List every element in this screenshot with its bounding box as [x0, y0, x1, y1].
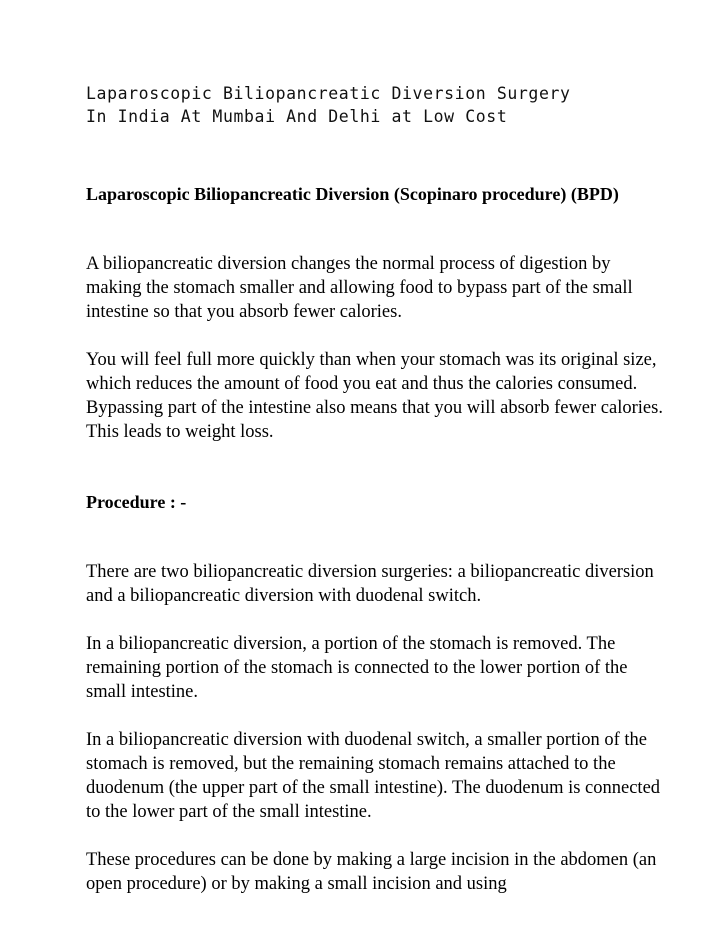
procedure-heading: Procedure : -: [86, 492, 187, 512]
benefit-paragraph: You will feel full more quickly than when your stomach was its original size, which reduces the amount of food you eat and thus the calories consumed. Bypassing part of the intestine also means that you will absorb fewer calories. This leads to weight loss.: [86, 350, 663, 442]
main-heading: Laparoscopic Biliopancreatic Diversion (Scopinaro procedure) (BPD): [86, 184, 619, 204]
procedure-paragraph: In a biliopancreatic diversion, a portion of the stomach is removed. The remaining portion of the stomach is connected to the lower portion of the small intestine.: [86, 634, 628, 702]
document-title: Laparoscopic Biliopancreatic Diversion Surgery In India At Mumbai And Delhi at Low Cost: [86, 84, 571, 126]
intro-paragraph: A biliopancreatic diversion changes the normal process of digestion by making the stomach smaller and allowing food to bypass part of the small intestine so that you absorb fewer calories.: [86, 254, 633, 322]
procedure-paragraph: There are two biliopancreatic diversion surgeries: a biliopancreatic diversion and a biliopancreatic diversion with duodenal switch.: [86, 562, 654, 606]
procedure-paragraph: In a biliopancreatic diversion with duodenal switch, a smaller portion of the stomach is removed, but the remaining stomach remains attached to the duodenum (the upper part of the small intestine). The duodenum is connected to the lower part of the small intestine.: [86, 730, 661, 822]
procedure-paragraph: These procedures can be done by making a large incision in the abdomen (an open procedure) or by making a small incision and using: [86, 850, 657, 894]
